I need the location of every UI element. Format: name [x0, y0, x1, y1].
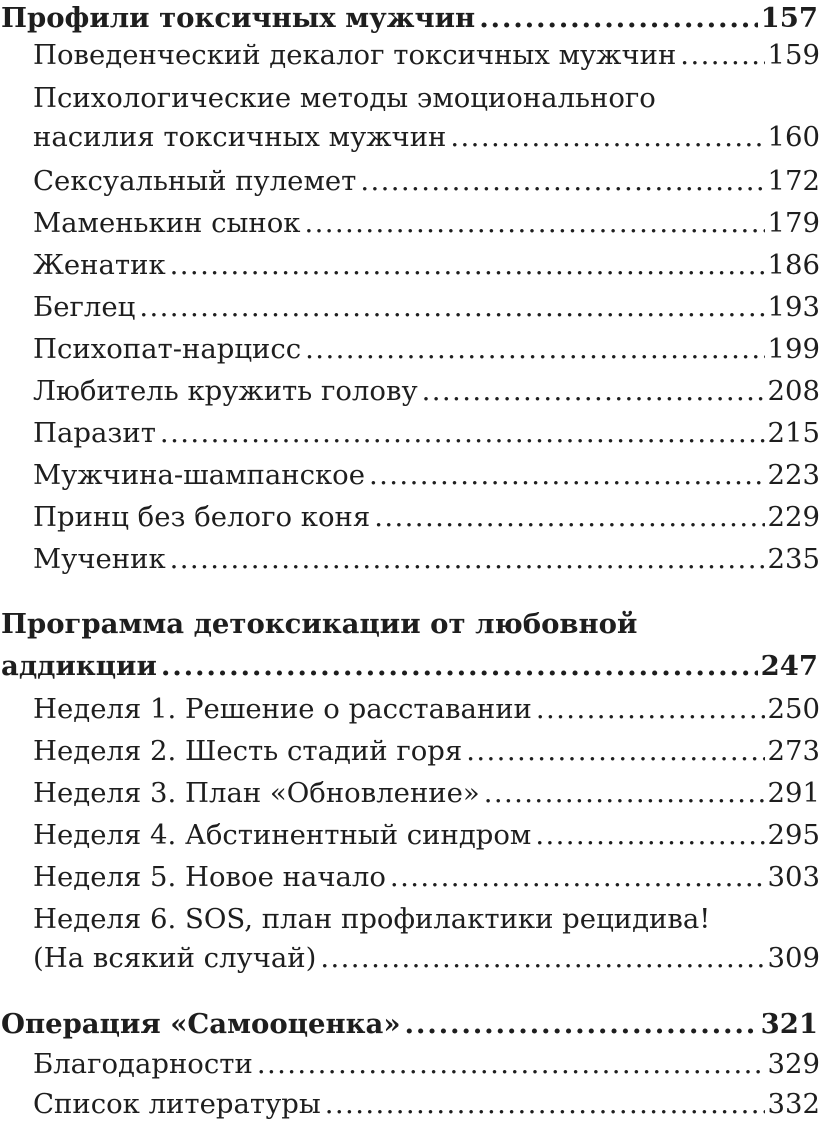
toc-entry-title: Женатик [33, 249, 166, 281]
toc-entry-page: 321 [760, 1008, 818, 1040]
toc-entry-page: 172 [767, 165, 820, 197]
toc-entry-page: 303 [767, 861, 820, 893]
toc-entry-title: Любитель кружить голову [33, 375, 418, 407]
toc-entry [33, 1086, 820, 1122]
dot-leader [304, 205, 764, 241]
dot-leader [305, 331, 764, 367]
dot-leader [139, 289, 764, 325]
toc-entry [33, 119, 820, 155]
toc-entry-page: 332 [767, 1088, 820, 1120]
toc-entry-chapter-first-line [1, 606, 637, 642]
dot-leader [170, 247, 765, 283]
toc-entry-page: 309 [767, 942, 820, 974]
toc-entry [33, 940, 820, 976]
toc-entry-first-line [33, 80, 656, 116]
dot-leader [161, 648, 758, 684]
dot-leader [680, 37, 764, 73]
dot-leader [320, 940, 764, 976]
toc-entry-page: 247 [760, 650, 818, 682]
toc-entry [33, 163, 820, 199]
toc-entry-title: Благодарности [33, 1048, 253, 1080]
toc-entry-title: аддикции [1, 650, 157, 682]
toc-entry-title: Беглец [33, 291, 136, 323]
toc-entry-title: Мученик [33, 543, 166, 575]
toc-entry-title: Психологические методы эмоционального [33, 82, 656, 114]
toc-entry-chapter [1, 648, 818, 684]
toc-entry [33, 499, 820, 535]
toc-entry-chapter [1, 1006, 818, 1042]
toc-entry-title: Неделя 3. План «Обновление» [33, 777, 480, 809]
dot-leader [535, 817, 764, 853]
toc-entry-page: 159 [767, 39, 820, 71]
dot-leader [466, 733, 764, 769]
toc-entry-title: насилия токсичных мужчин [33, 121, 447, 153]
toc-entry-page: 157 [760, 2, 818, 34]
toc-entry-page: 235 [767, 543, 820, 575]
toc-entry-page: 186 [767, 249, 820, 281]
toc-entry [33, 1046, 820, 1082]
toc-entry [33, 775, 820, 811]
toc-entry-title: Принц без белого коня [33, 501, 371, 533]
toc-entry-page: 208 [767, 375, 820, 407]
toc-entry [33, 859, 820, 895]
dot-leader [170, 541, 765, 577]
toc-entry [33, 247, 820, 283]
dot-leader [257, 1046, 765, 1082]
toc-entry-page: 295 [767, 819, 820, 851]
toc-entry-title: Операция «Самооценка» [1, 1008, 401, 1040]
toc-entry-title: Список литературы [33, 1088, 321, 1120]
toc-entry-first-line [33, 901, 710, 937]
dot-leader [325, 1086, 765, 1122]
toc-entry [33, 205, 820, 241]
toc-entry-title: Профили токсичных мужчин [1, 2, 476, 34]
toc-entry-title: Неделя 1. Решение о расставании [33, 693, 532, 725]
toc-entry-title: (На всякий случай) [33, 942, 317, 974]
toc-entry-title: Неделя 2. Шесть стадий горя [33, 735, 463, 767]
toc-entry [33, 817, 820, 853]
dot-leader [479, 0, 757, 36]
toc-entry [33, 37, 820, 73]
toc-entry [33, 733, 820, 769]
toc-entry-title: Неделя 4. Абстинентный синдром [33, 819, 532, 851]
toc-entry-page: 273 [767, 735, 820, 767]
toc-entry-title: Мужчина-шампанское [33, 459, 365, 491]
toc-entry-title: Поведенческий декалог токсичных мужчин [33, 39, 677, 71]
toc-entry [33, 691, 820, 727]
toc-entry-title: Сексуальный пулемет [33, 165, 357, 197]
toc-entry [33, 373, 820, 409]
toc-entry-page: 250 [767, 693, 820, 725]
toc-entry-title: Маменькин сынок [33, 207, 301, 239]
toc-entry-chapter [1, 0, 818, 36]
dot-leader [390, 859, 765, 895]
dot-leader [374, 499, 764, 535]
toc-entry [33, 457, 820, 493]
toc-entry-page: 215 [767, 417, 820, 449]
toc-entry-title: Неделя 5. Новое начало [33, 861, 386, 893]
dot-leader [536, 691, 765, 727]
dot-leader [369, 457, 765, 493]
toc-entry [33, 331, 820, 367]
dot-leader [360, 163, 764, 199]
toc-entry-title: Неделя 6. SOS, план профилактики рецидива! [33, 903, 711, 935]
dot-leader [450, 119, 764, 155]
toc-entry [33, 289, 820, 325]
toc-entry-title: Паразит [33, 417, 156, 449]
toc-entry-page: 329 [767, 1048, 820, 1080]
toc-entry-page: 160 [767, 121, 820, 153]
toc-entry-page: 291 [767, 777, 820, 809]
dot-leader [405, 1006, 758, 1042]
toc-entry-page: 193 [767, 291, 820, 323]
toc-entry-page: 199 [767, 333, 820, 365]
toc-entry-page: 223 [767, 459, 820, 491]
dot-leader [422, 373, 765, 409]
toc-entry-title: Программа детоксикации от любовной [1, 608, 638, 640]
toc-entry-page: 179 [767, 207, 820, 239]
dot-leader [484, 775, 765, 811]
dot-leader [160, 415, 765, 451]
toc-entry [33, 415, 820, 451]
toc-entry-title: Психопат-нарцисс [33, 333, 302, 365]
toc-entry-page: 229 [767, 501, 820, 533]
toc-entry [33, 541, 820, 577]
